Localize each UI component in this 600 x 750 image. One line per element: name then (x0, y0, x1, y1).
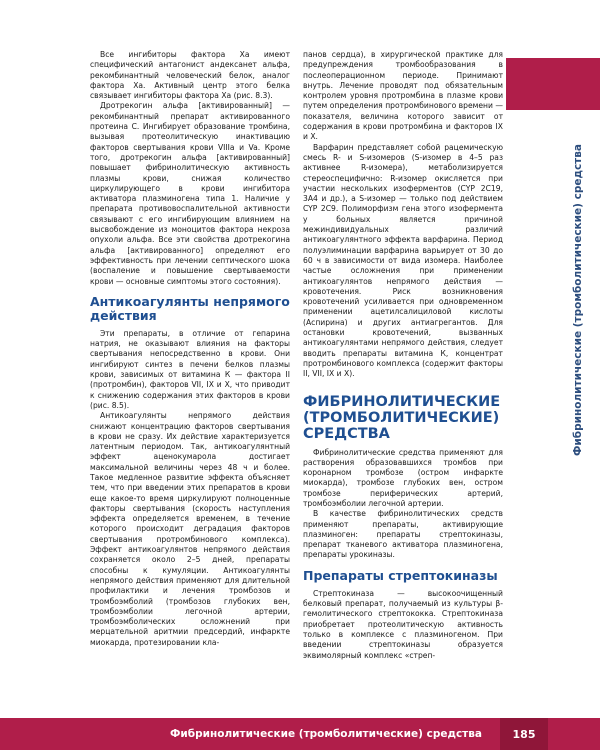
heading-fibrinolytic: ФИБРИНОЛИТИЧЕСКИЕ (ТРОМБОЛИТИЧЕСКИЕ) СРЕДСТВА (303, 393, 501, 442)
side-chapter-title: Фибринолитические (тромболитические) средства (572, 144, 584, 456)
paragraph-warfarin: Варфарин представляет собой рацемическую смесь R- и S-изомеров (S-изомер в 4–5 раз активнее R-изомера), метаболизируется стереоспецифично: R-изомер окисляется при участии нескольких изоферментов (CYP 2C19, 3A4 и др.), а S-изомер — только под действием CYP 2C9. Полиморфизм гена этого изофермента у больных является причиной межиндивидуальных различий антикоагулянтного эффекта варфарина. Период полуэлиминации варфарина варьирует от 30 до 60 ч в зависимости от вида изомера. Наиболее частые осложнения при применении антикоагулянтов непрямого действия — кровотечения. Риск возникновения кровотечений усиливается при одновременном применении ацетилсалициловой кислоты (Аспирина) и других антиагрегантов. Для остановки кровотечений, вызванных антикоагулянтами непрямого действия, следует вводить препараты витамина К, концентрат протромбинового комплекса (содержит факторы II, VII, IX и X). (303, 142, 503, 379)
right-column (303, 50, 503, 661)
page-number: 185 (500, 718, 548, 750)
paragraph-streptokinase: Стрептокиназа — высокоочищенный белковый препарат, получаемый из культуры β-гемолитического стрептококка. Стрептокиназа приобретает протеолитическую активность только в комплексе с плазминогеном. При введении стрептокиназы образуется эквимолярный комплекс «стреп- (303, 588, 503, 660)
page-footer (0, 718, 600, 750)
paragraph-fibrinolytic-use: Фибринолитические средства применяют для растворения образовавшихся тромбов при коронарном тромбозе (остром инфаркте миокарда), тромбозе глубоких вен, остром тромбозе периферических артерий, тромбоэмболии легочной артерии. (303, 447, 503, 508)
left-column (90, 50, 290, 648)
paragraph-indirect-cont: панов сердца), в хирургической практике для предупреждения тромбообразования в послеоперационном периоде. Принимают внутрь. Лечение проводят под обязательным контролем уровня протромбина в плазме крови путем определения протромбинового времени — показателя, величина которого зависит от содержания в крови протромбина и факторов IX и X. (303, 50, 503, 142)
footer-chapter-title: Фибринолитические (тромболитические) средства (170, 728, 482, 740)
paragraph-antagonist: Все ингибиторы фактора Ха имеют специфический антагонист андексанет альфа, рекомбинантный человеческий белок, аналог фактора Ха. Активный центр этого белка связывает ингибиторы фактора Ха (рис. 8.3). (90, 50, 290, 101)
paragraph-indirect-intro: Эти препараты, в отличие от гепарина натрия, не оказывают влияния на факторы свертывания непосредственно в крови. Они ингибируют синтез в печени белков плазмы крови, зависимых от витамина К — фактора II (протромбин), факторов VII, IX и X, что приводит к снижению содержания этих факторов в крови (рис. 8.5). (90, 328, 290, 410)
paragraph-indirect-action: Антикоагулянты непрямого действия снижают концентрацию факторов свертывания в крови не сразу. Их действие характеризуется латентным периодом. Так, антикоагулянтный эффект аценокумарола достигает максимальной величины через 48 ч и более. Такое медленное развитие эффекта объясняет тем, что при введении этих препаратов в крови еще какое-то время циркулируют полноценные факторы свертывания (скорость наступления эффекта определяется временем, в течение которого происходит деградация факторов свертывания протромбинового комплекса). Эффект антикоагулянтов непрямого действия сохраняется около 2–5 дней, препараты способны к кумуляции. Антикоагулянты непрямого действия применяют для длительной профилактики и лечения тромбозов и тромбоэмболий (тромбозов глубоких вен, тромбоэмболии легочной артерии, тромбоэмболических осложнений при мерцательной аритмии предсердий, инфаркте миокарда, протезировании кла- (90, 411, 290, 647)
chapter-tab (506, 58, 600, 110)
paragraph-drotrecogin: Дротрекогин альфа [активированный] — рекомбинантный препарат активированного протеина С. Ингибирует образование тромбина, вызывая протеолитическую инактивацию факторов свертывания крови VIIIa и Va. Кроме того, дротрекогин альфа [активированный] повышает фибринолитическую активность плазмы крови, снижая количество циркулирующего в крови ингибитора активатора плазминогена типа 1. Наличие у препарата противовоспалительной активности связывают с его ингибирующим влиянием на высвобождение из моноцитов фактора некроза опухоли альфа. Все эти свойства дротрекогина альфа [активированного] определяют его эффективность при лечении септического шока (воспаление и повышение свертываемости крови — основные симптомы этого состояния). (90, 101, 290, 286)
heading-streptokinase: Препараты стрептокиназы (303, 567, 498, 583)
paragraph-fibrinolytic-types: В качестве фибринолитических средств применяют препараты, активирующие плазминоген: препараты стрептокиназы, препарат тканевого активатора плазминогена, препараты урокиназы. (303, 509, 503, 560)
heading-indirect-anticoagulants: Антикоагулянты непрямого действия (90, 293, 290, 323)
